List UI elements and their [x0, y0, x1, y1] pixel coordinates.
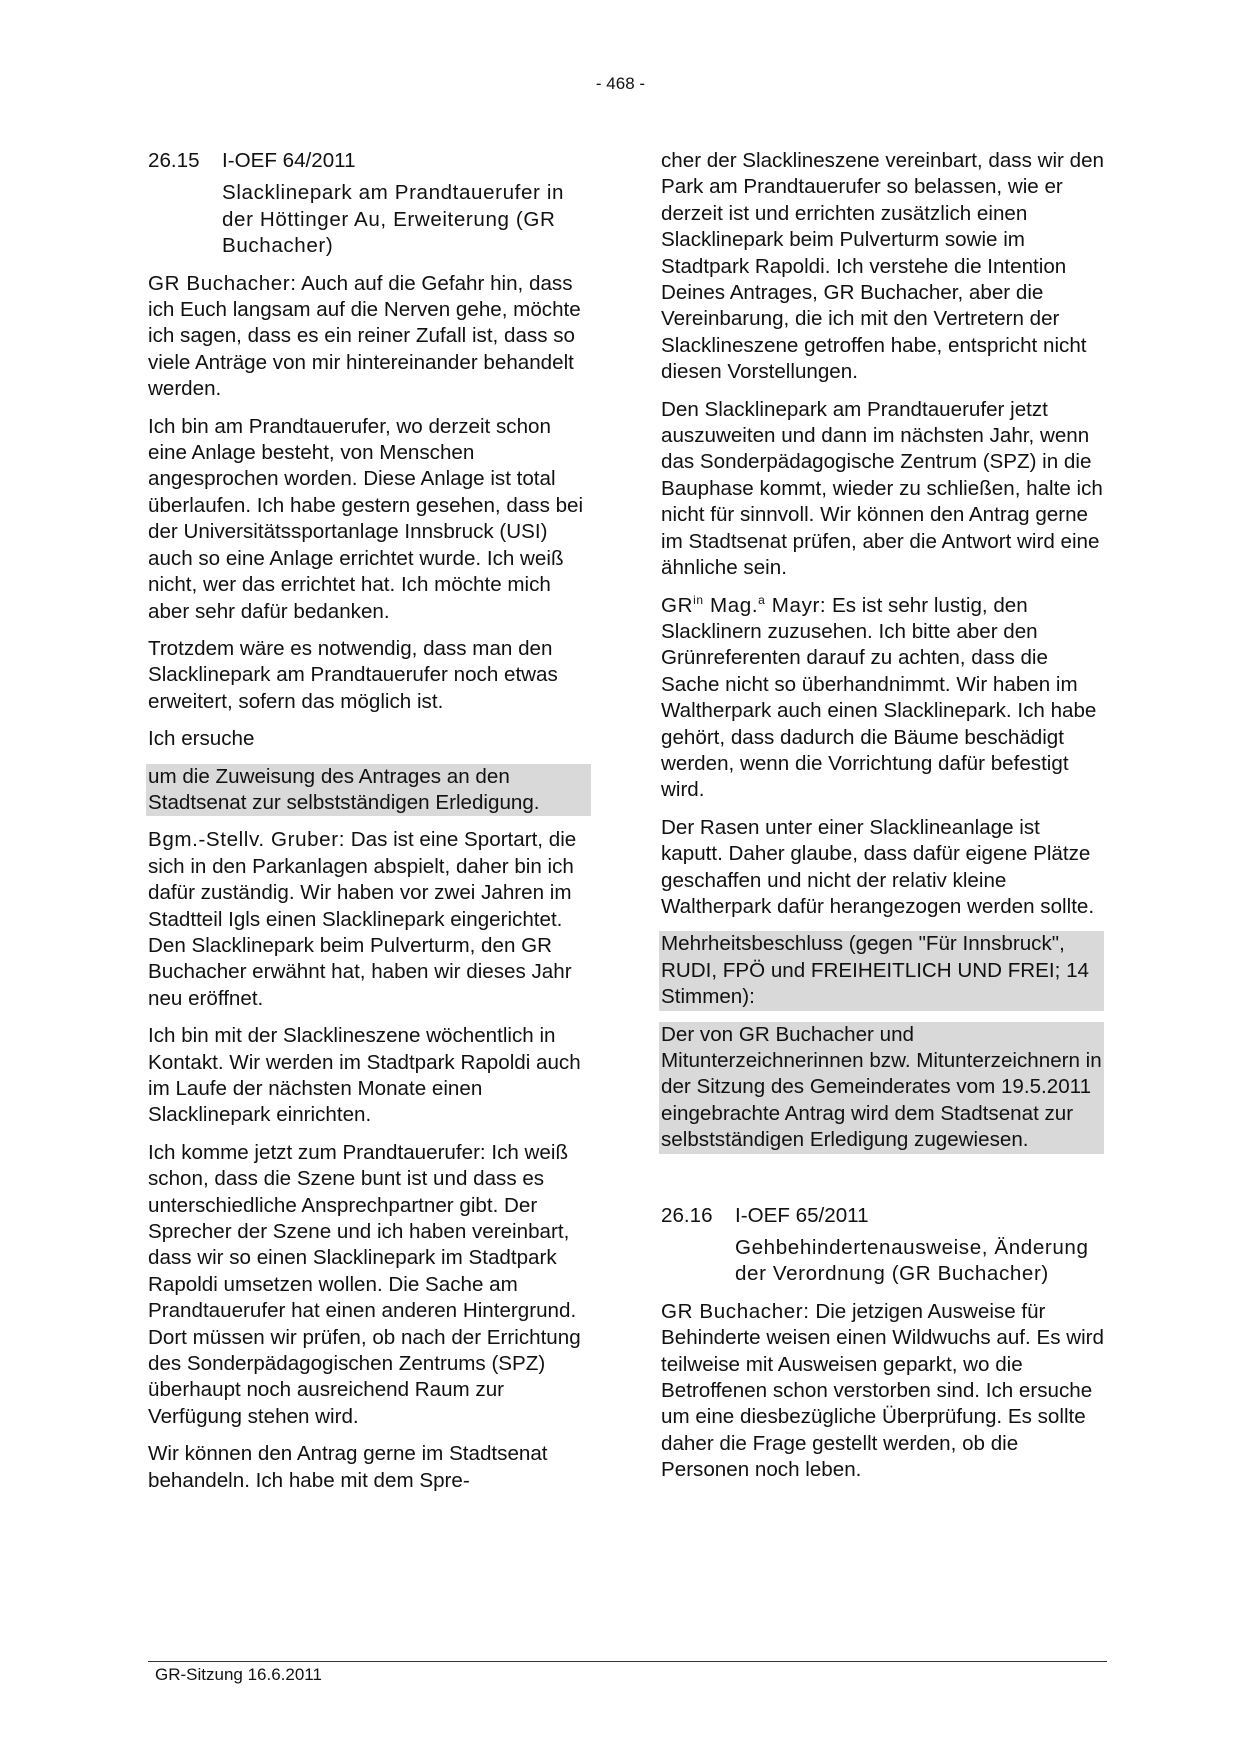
resolution-box: Der von GR Buchacher und Mitunterzeichnerinnen bzw. Mitunterzeichnern in der Sitzung des Gemeinderates vom 19.5.2011 eingebrachte Antrag wird dem Stadtsenat zur selbstständigen Erledigung zugewiesen. — [659, 1022, 1104, 1154]
paragraph: Bgm.-Stellv. Gruber: Das ist eine Sportart, die sich in den Parkanlagen abspielt, daher bin ich dafür zuständig. Wir haben vor zwei Jahren im Stadtteil Igls einen Slacklinepark eingerichtet. Den Slacklinepark beim Pulverturm, den GR Buchacher erwähnt hat, haben wir dieses Jahr neu eröffnet. — [148, 828, 577, 1010]
paragraph: GR Buchacher: Auch auf die Gefahr hin, dass ich Euch langsam auf die Nerven gehe, möchte ich sagen, dass es ein reiner Zufall ist, dass so viele Anträge von mir hintereinander behandelt werden. — [148, 271, 581, 401]
paragraph: GR Buchacher: Die jetzigen Ausweise für Behinderte weisen einen Wildwuchs auf. Es wird teilweise mit Ausweisen geparkt, wo die Betroffenen schon verstorben sind. Ich ersuche um eine diesbezügliche Überprüfung. Es sollte daher die Frage gestellt werden, ob die Personen noch leben. — [661, 1299, 1104, 1482]
item-code: I-OEF 64/2011 — [222, 149, 356, 172]
footer-divider — [148, 1661, 1107, 1662]
paragraph: Der Rasen unter einer Slacklineanlage ist kaputt. Daher glaube, dass dafür eigene Plätze geschaffen und nicht der relativ kleine Waltherpark dafür herangezogen werden sollte. — [661, 815, 1095, 918]
paragraph: Ich bin mit der Slacklineszene wöchentlich in Kontakt. Wir werden im Stadtpark Rapoldi auch im Laufe der nächsten Monate einen Slacklinepark einrichten. — [148, 1024, 581, 1127]
agenda-item-heading — [661, 1203, 1106, 1229]
speaker-name: Bgm.-Stellv. Gruber: — [148, 828, 346, 852]
agenda-item-heading — [148, 148, 593, 174]
vote-box: Mehrheitsbeschluss (gegen "Für Innsbruck", RUDI, FPÖ und FREIHEITLICH UND FREI; 14 Stimmen): — [659, 931, 1104, 1010]
item-title: Slacklinepark am Prandtauerufer in der Höttinger Au, Erweiterung (GR Buchacher) — [222, 181, 565, 258]
speaker-name: GR Buchacher: — [661, 1299, 810, 1323]
item-number: 26.15 — [148, 149, 200, 172]
paragraph: Trotzdem wäre es notwendig, dass man den Slacklinepark am Prandtauerufer noch etwas erweitert, sofern das möglich ist. — [148, 636, 558, 713]
item-title: Gehbehindertenausweise, Änderung der Verordnung (GR Buchacher) — [735, 1236, 1089, 1286]
paragraph: Den Slacklinepark am Prandtauerufer jetzt auszuweiten und dann im nächsten Jahr, wenn das Sonderpädagogische Zentrum (SPZ) in die Bauphase kommt, wieder zu schließen, halte ich nicht für sinnvoll. Wir können den Antrag gerne im Stadtsenat prüfen, aber die Antwort wird eine ähnliche sein. — [661, 397, 1103, 580]
paragraph: Ich komme jetzt zum Prandtauerufer: Ich weiß schon, dass die Szene bunt ist und dass es unterschiedliche Ansprechpartner gibt. Der Sprecher der Szene und ich haben vereinbart, dass wir so einen Slacklinepark im Stadtpark Rapoldi umsetzen wollen. Die Sache am Prandtauerufer hat einen anderen Hintergrund. Dort müssen wir prüfen, ob nach der Errichtung des Sonderpädagogischen Zentrums (SPZ) überhaupt noch ausreichend Raum zur Verfügung stehen wird. — [148, 1140, 581, 1428]
footer-text: GR-Sitzung 16.6.2011 — [155, 1665, 322, 1684]
item-number: 26.16 — [661, 1203, 713, 1227]
item-code: I-OEF 65/2011 — [735, 1203, 869, 1227]
right-column — [661, 148, 1106, 1495]
paragraph: cher der Slacklineszene vereinbart, dass wir den Park am Prandtauerufer so belassen, wie er derzeit ist und errichten zusätzlich einen Slacklinepark beim Pulverturm sowie im Stadtpark Rapoldi. Ich verstehe die Intention Deines Antrages, GR Buchacher, aber die Vereinbarung, die ich mit den Vertretern der Slacklineszene getroffen habe, entspricht nicht diesen Vorstellungen. — [661, 149, 1104, 384]
spacer — [661, 1165, 1106, 1203]
paragraph: Ich bin am Prandtauerufer, wo derzeit schon eine Anlage besteht, von Menschen angesprochen worden. Diese Anlage ist total überlaufen. Ich habe gestern gesehen, dass bei der Universitätssportanlage Innsbruck (USI) auch so eine Anlage errichtet wurde. Ich weiß nicht, wer das errichtet hat. Ich möchte mich aber sehr dafür bedanken. — [148, 414, 584, 623]
speaker-name: $GR^{in}$ Mag.$^a$ Mayr: — [661, 592, 827, 617]
paragraph: Ich ersuche — [148, 727, 255, 751]
request-box: um die Zuweisung des Antrages an den Stadtsenat zur selbstständigen Erledigung. — [146, 764, 591, 817]
left-column — [148, 148, 593, 1505]
paragraph: Wir können den Antrag gerne im Stadtsenat behandeln. Ich habe mit dem Spre- — [148, 1442, 548, 1492]
page-number: - 468 - — [595, 74, 646, 93]
paragraph: $GR^{in}$ Mag.$^a$ Mayr: Es ist sehr lustig, den Slacklinern zuzusehen. Ich bitte aber den Grünreferenten darauf zu achten, dass die Sache nicht so überhandnimmt. Wir haben im Waltherpark auch einen Slacklinepark. Ich habe gehört, dass dadurch die Bäume beschädigt werden, wenn die Vorrichtung dafür befestigt wird. — [661, 592, 1097, 802]
speaker-name: GR Buchacher: — [148, 271, 297, 295]
